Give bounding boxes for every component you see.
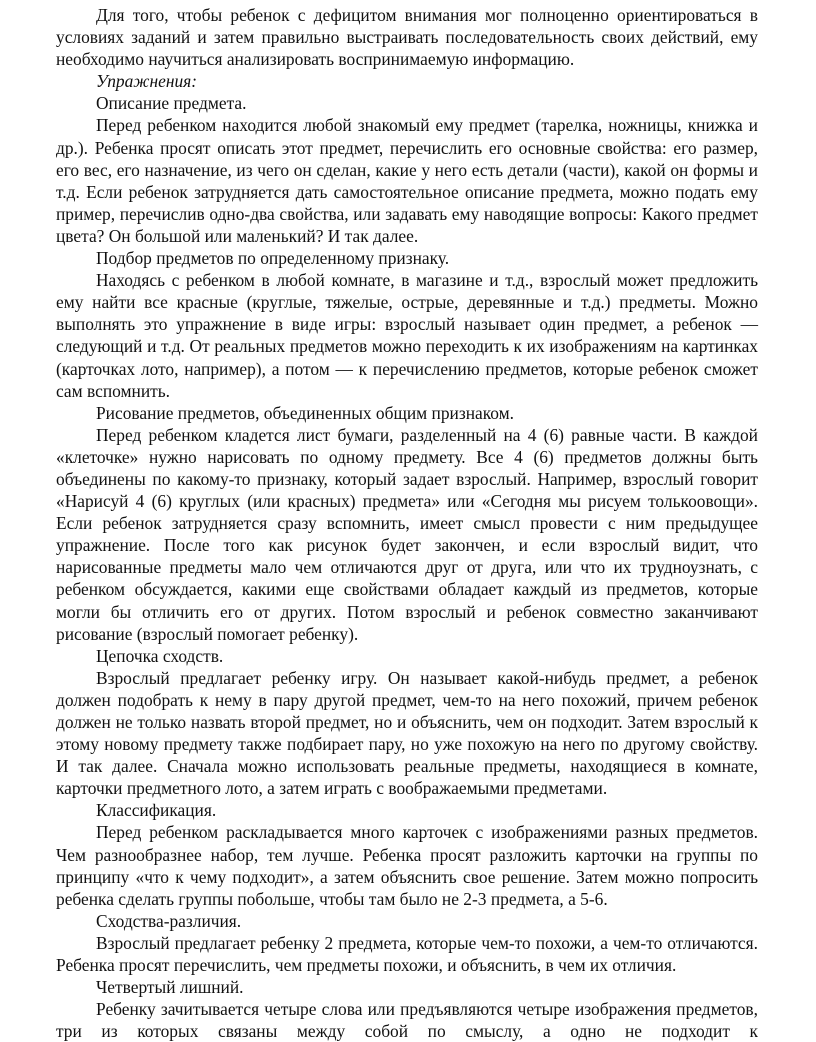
exercise-body-drawing: Перед ребенком кладется лист бумаги, разделенный на 4 (6) равные части. В каждой «клеточке» нужно нарисовать по одному предмету. Все 4 (6) предметов должны быть объединены по какому-то признаку, который задает взрослый. Например, взрослый говорит «Нарисуй 4 (6) круглых (или красных) предмета» или «Сегодня мы рисуем толькоовощи». Если ребенок затрудняется сразу вспомнить, имеет смысл провести с ним предыдущее упражнение. После того как рисунок будет закончен, и если взрослый видит, что нарисованные предметы мало чем отличаются друг от друга, или что их трудноузнать, с ребенком обсуждается, какими еще свойствами обладает каждый из предметов, которые могли бы отличить его от других. Потом взрослый и ребенок совместно заканчивают рисование (взрослый помогает ребенку).: [56, 424, 758, 644]
exercise-body-classification: Перед ребенком раскладывается много карточек с изображениями разных предметов. Чем разнообразнее набор, тем лучше. Ребенка просят разложить карточки на группы по принципу «что к чему подходит», а затем объяснить свое решение. Затем можно попросить ребенка сделать группы побольше, чтобы там было не 2-3 предмета, а 5-6.: [56, 822, 758, 909]
exercise-title-selection: Подбор предметов по определенному признаку.: [96, 248, 450, 269]
exercise-body-similarities: Взрослый предлагает ребенку 2 предмета, которые чем-то похожи, а чем-то отличаются. Ребенка просят перечислить, чем предметы похожи, и объяснить, в чем их отличия.: [56, 932, 758, 976]
exercise-body-selection: Находясь с ребенком в любой комнате, в магазине и т.д., взрослый может предложить ему найти все красные (круглые, тяжелые, острые, деревянные и т.д.) предметы. Можно выполнять это упражнение в виде игры: взрослый называет один предмет, а ребенок — следующий и т.д. От реальных предметов можно переходить к их изображениям на картинках (карточках лото, например), а потом — к перечислению предметов, которые ребенок сможет сам вспомнить.: [56, 270, 758, 401]
exercise-body-odd-one-out: Ребенку зачитывается четыре слова или предъявляются четыре изображения предметов, три из которых связаны между собой по смыслу, а одно не подходит к: [56, 999, 758, 1042]
exercise-title-drawing: Рисование предметов, объединенных общим признаком.: [96, 402, 515, 423]
exercise-title-similarities: Сходства-различия.: [96, 910, 242, 931]
exercise-title-chain: Цепочка сходств.: [96, 645, 224, 666]
exercise-title-classification: Классификация.: [96, 800, 217, 821]
exercise-body-chain: Взрослый предлагает ребенку игру. Он называет какой-нибудь предмет, а ребенок должен подобрать к нему в пару другой предмет, чем-то на него похожий, причем ребенок должен не только назвать второй предмет, но и объяснить, чем он подходит. Затем взрослый к этому новому предмету также подбирает пару, но уже похожую на него по другому свойству. И так далее. Сначала можно использовать реальные предметы, находящиеся в комнате, карточки предметного лото, а затем играть с воображаемыми предметами.: [56, 667, 758, 799]
exercise-title-description: Описание предмета.: [96, 93, 247, 114]
paragraph-intro: Для того, чтобы ребенок с дефицитом внимания мог полноценно ориентироваться в условиях заданий и затем правильно выстраивать последовательность своих действий, ему необходимо научиться анализировать воспринимаемую информацию.: [56, 5, 758, 70]
exercise-body-description: Перед ребенком находится любой знакомый ему предмет (тарелка, ножницы, книжка и др.). Ребенка просят описать этот предмет, перечислить его основные свойства: его размер, его вес, его назначение, из чего он сделан, какие у него есть детали (части), какой он формы и т.д. Если ребенок затрудняется дать самостоятельное описание предмета, можно подать ему пример, перечислив одно-два свойства, или задавать ему наводящие вопросы: Какого предмет цвета? Он большой или маленький? И так далее.: [56, 115, 758, 246]
exercise-title-odd-one-out: Четвертый лишний.: [96, 977, 244, 998]
exercises-heading: Упражнения:: [96, 71, 198, 92]
